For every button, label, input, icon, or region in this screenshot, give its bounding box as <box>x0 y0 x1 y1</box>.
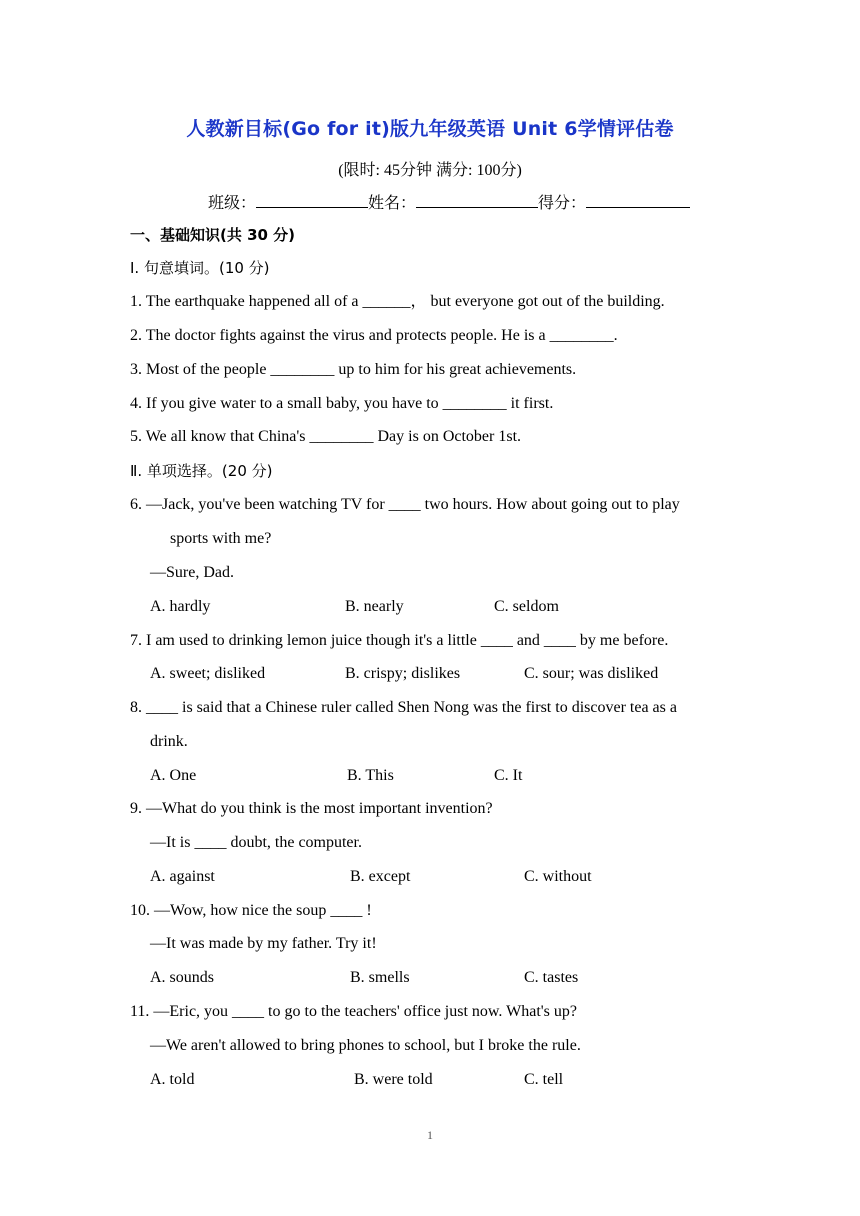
section1-title: I. 句意填词。(10 分) <box>130 259 270 277</box>
fill-item-3: 3. Most of the people ________ up to him for his great achievements. <box>130 361 577 378</box>
score-blank <box>586 193 690 208</box>
q6-option-c: C. seldom <box>494 598 559 615</box>
q6-option-b: B. nearly <box>345 598 404 615</box>
question-6-reply: —Sure, Dad. <box>150 564 234 581</box>
q7-option-a: A. sweet; disliked <box>150 665 266 682</box>
fill-item-4: 4. If you give water to a small baby, you have to ________ it first. <box>130 395 554 412</box>
question-6: 6. —Jack, you've been watching TV for ____ two hours. How about going out to play <box>130 496 680 513</box>
q10-option-c: C. tastes <box>524 969 579 986</box>
name-label: 姓名： <box>368 193 417 212</box>
question-8: 8. ____ is said that a Chinese ruler called Shen Nong was the first to discover tea as a <box>130 699 677 716</box>
question-8-cont: drink. <box>150 733 188 750</box>
question-11: 11. —Eric, you ____ to go to the teachers' office just now. What's up? <box>130 1003 577 1020</box>
q9-option-c: C. without <box>524 868 592 885</box>
page-number: 1 <box>427 1128 433 1142</box>
question-11-reply: —We aren't allowed to bring phones to school, but I broke the rule. <box>150 1037 581 1054</box>
q8-option-b: B. This <box>347 767 394 784</box>
q10-option-b: B. smells <box>350 969 410 986</box>
question-9: 9. —What do you think is the most important invention? <box>130 800 493 817</box>
q11-option-c: C. tell <box>524 1071 564 1088</box>
q9-option-a: A. against <box>150 868 215 885</box>
q8-option-c: C. It <box>494 767 523 784</box>
question-9-reply: —It is ____ doubt, the computer. <box>150 834 362 851</box>
class-label: 班级： <box>208 193 257 212</box>
q7-option-c: C. sour; was disliked <box>524 665 659 682</box>
q7-option-b: B. crispy; dislikes <box>345 665 461 682</box>
section2-title: Ⅱ. 单项选择。(20 分) <box>130 462 273 480</box>
q9-option-b: B. except <box>350 868 411 885</box>
q10-option-a: A. sounds <box>150 969 215 986</box>
class-blank <box>256 193 368 208</box>
q11-option-a: A. told <box>150 1071 195 1088</box>
score-label: 得分： <box>538 193 587 212</box>
fill-item-5: 5. We all know that China's ________ Day is on October 1st. <box>130 428 522 445</box>
q8-option-a: A. One <box>150 767 197 784</box>
fill-item-1: 1. The earthquake happened all of a ______， but everyone got out of the building. <box>130 293 665 310</box>
exam-title: 人教新目标(Go for it)版九年级英语 Unit 6学情评估卷 <box>186 118 674 140</box>
student-info-row <box>208 190 690 213</box>
name-blank <box>416 193 538 208</box>
question-10-reply: —It was made by my father. Try it! <box>150 935 377 952</box>
question-10: 10. —Wow, how nice the soup ____ ! <box>130 902 372 919</box>
question-7: 7. I am used to drinking lemon juice though it's a little ____ and ____ by me before. <box>130 632 669 649</box>
question-6-cont: sports with me? <box>170 530 272 547</box>
q6-option-a: A. hardly <box>150 598 211 615</box>
part1-heading: 一、基础知识(共 30 分) <box>130 226 296 244</box>
fill-item-2: 2. The doctor fights against the virus and protects people. He is a ________. <box>130 327 618 344</box>
q11-option-b: B. were told <box>354 1071 433 1088</box>
exam-subtitle: (限时: 45分钟 满分: 100分) <box>338 162 522 179</box>
